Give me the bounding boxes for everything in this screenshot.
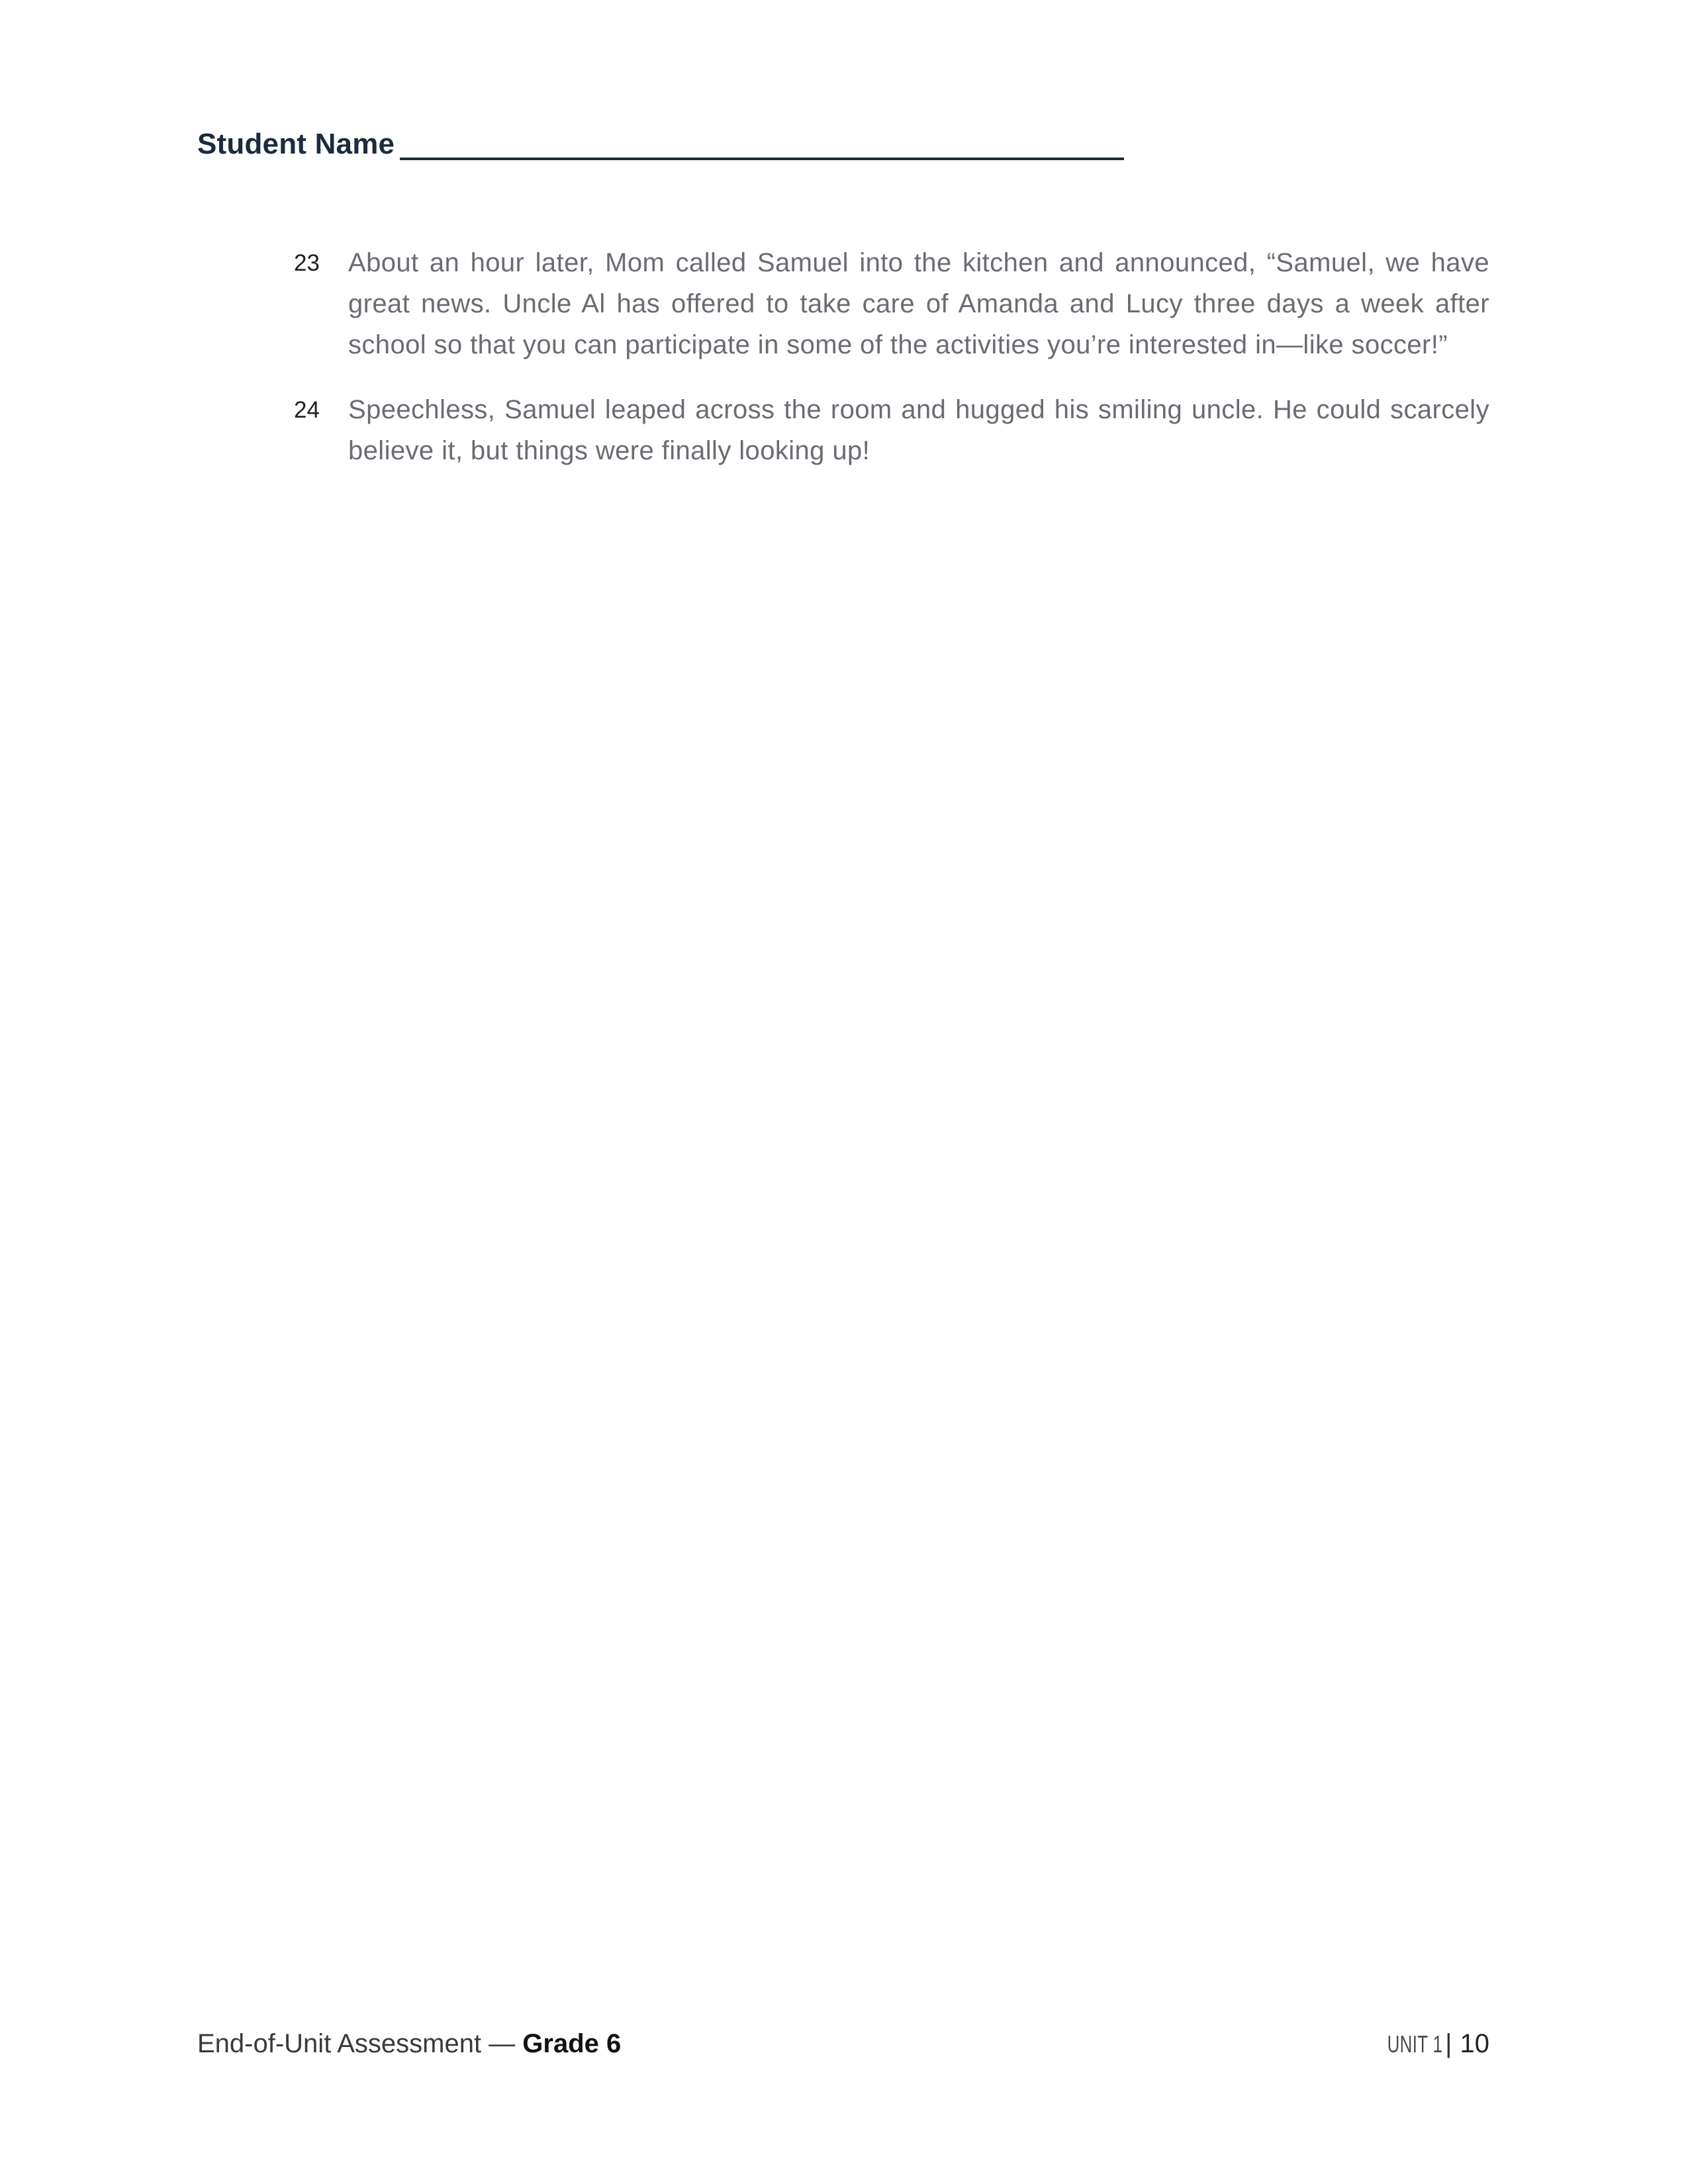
unit-label: UNIT 1 <box>1387 2030 1443 2058</box>
assessment-label: End-of-Unit Assessment — <box>197 2029 523 2058</box>
passage <box>294 242 1489 495</box>
student-name-field <box>197 130 1124 159</box>
paragraph-23 <box>294 242 1489 365</box>
paragraph-number: 24 <box>294 397 320 423</box>
student-name-label: Student Name <box>197 128 395 160</box>
footer-assessment-title <box>197 2029 621 2059</box>
footer-page-info <box>1366 2029 1489 2059</box>
page-separator: | <box>1445 2029 1452 2058</box>
page-footer <box>197 2029 1489 2059</box>
paragraph-text: Speechless, Samuel leaped across the room and hugged his smiling uncle. He could scarcely believe it, but things were finally looking up! <box>348 395 1489 465</box>
student-name-blank-line <box>400 158 1124 160</box>
paragraph-text: About an hour later, Mom called Samuel into the kitchen and announced, “Samuel, we have great news. Uncle Al has offered to take care of Amanda and Lucy three days a week after school so that you can participate in some of the activities you’re interested in—like soccer!” <box>348 248 1489 359</box>
paragraph-number: 23 <box>294 250 320 276</box>
paragraph-24 <box>294 389 1489 471</box>
page-number: 10 <box>1460 2029 1489 2058</box>
grade-label: Grade 6 <box>522 2029 622 2058</box>
